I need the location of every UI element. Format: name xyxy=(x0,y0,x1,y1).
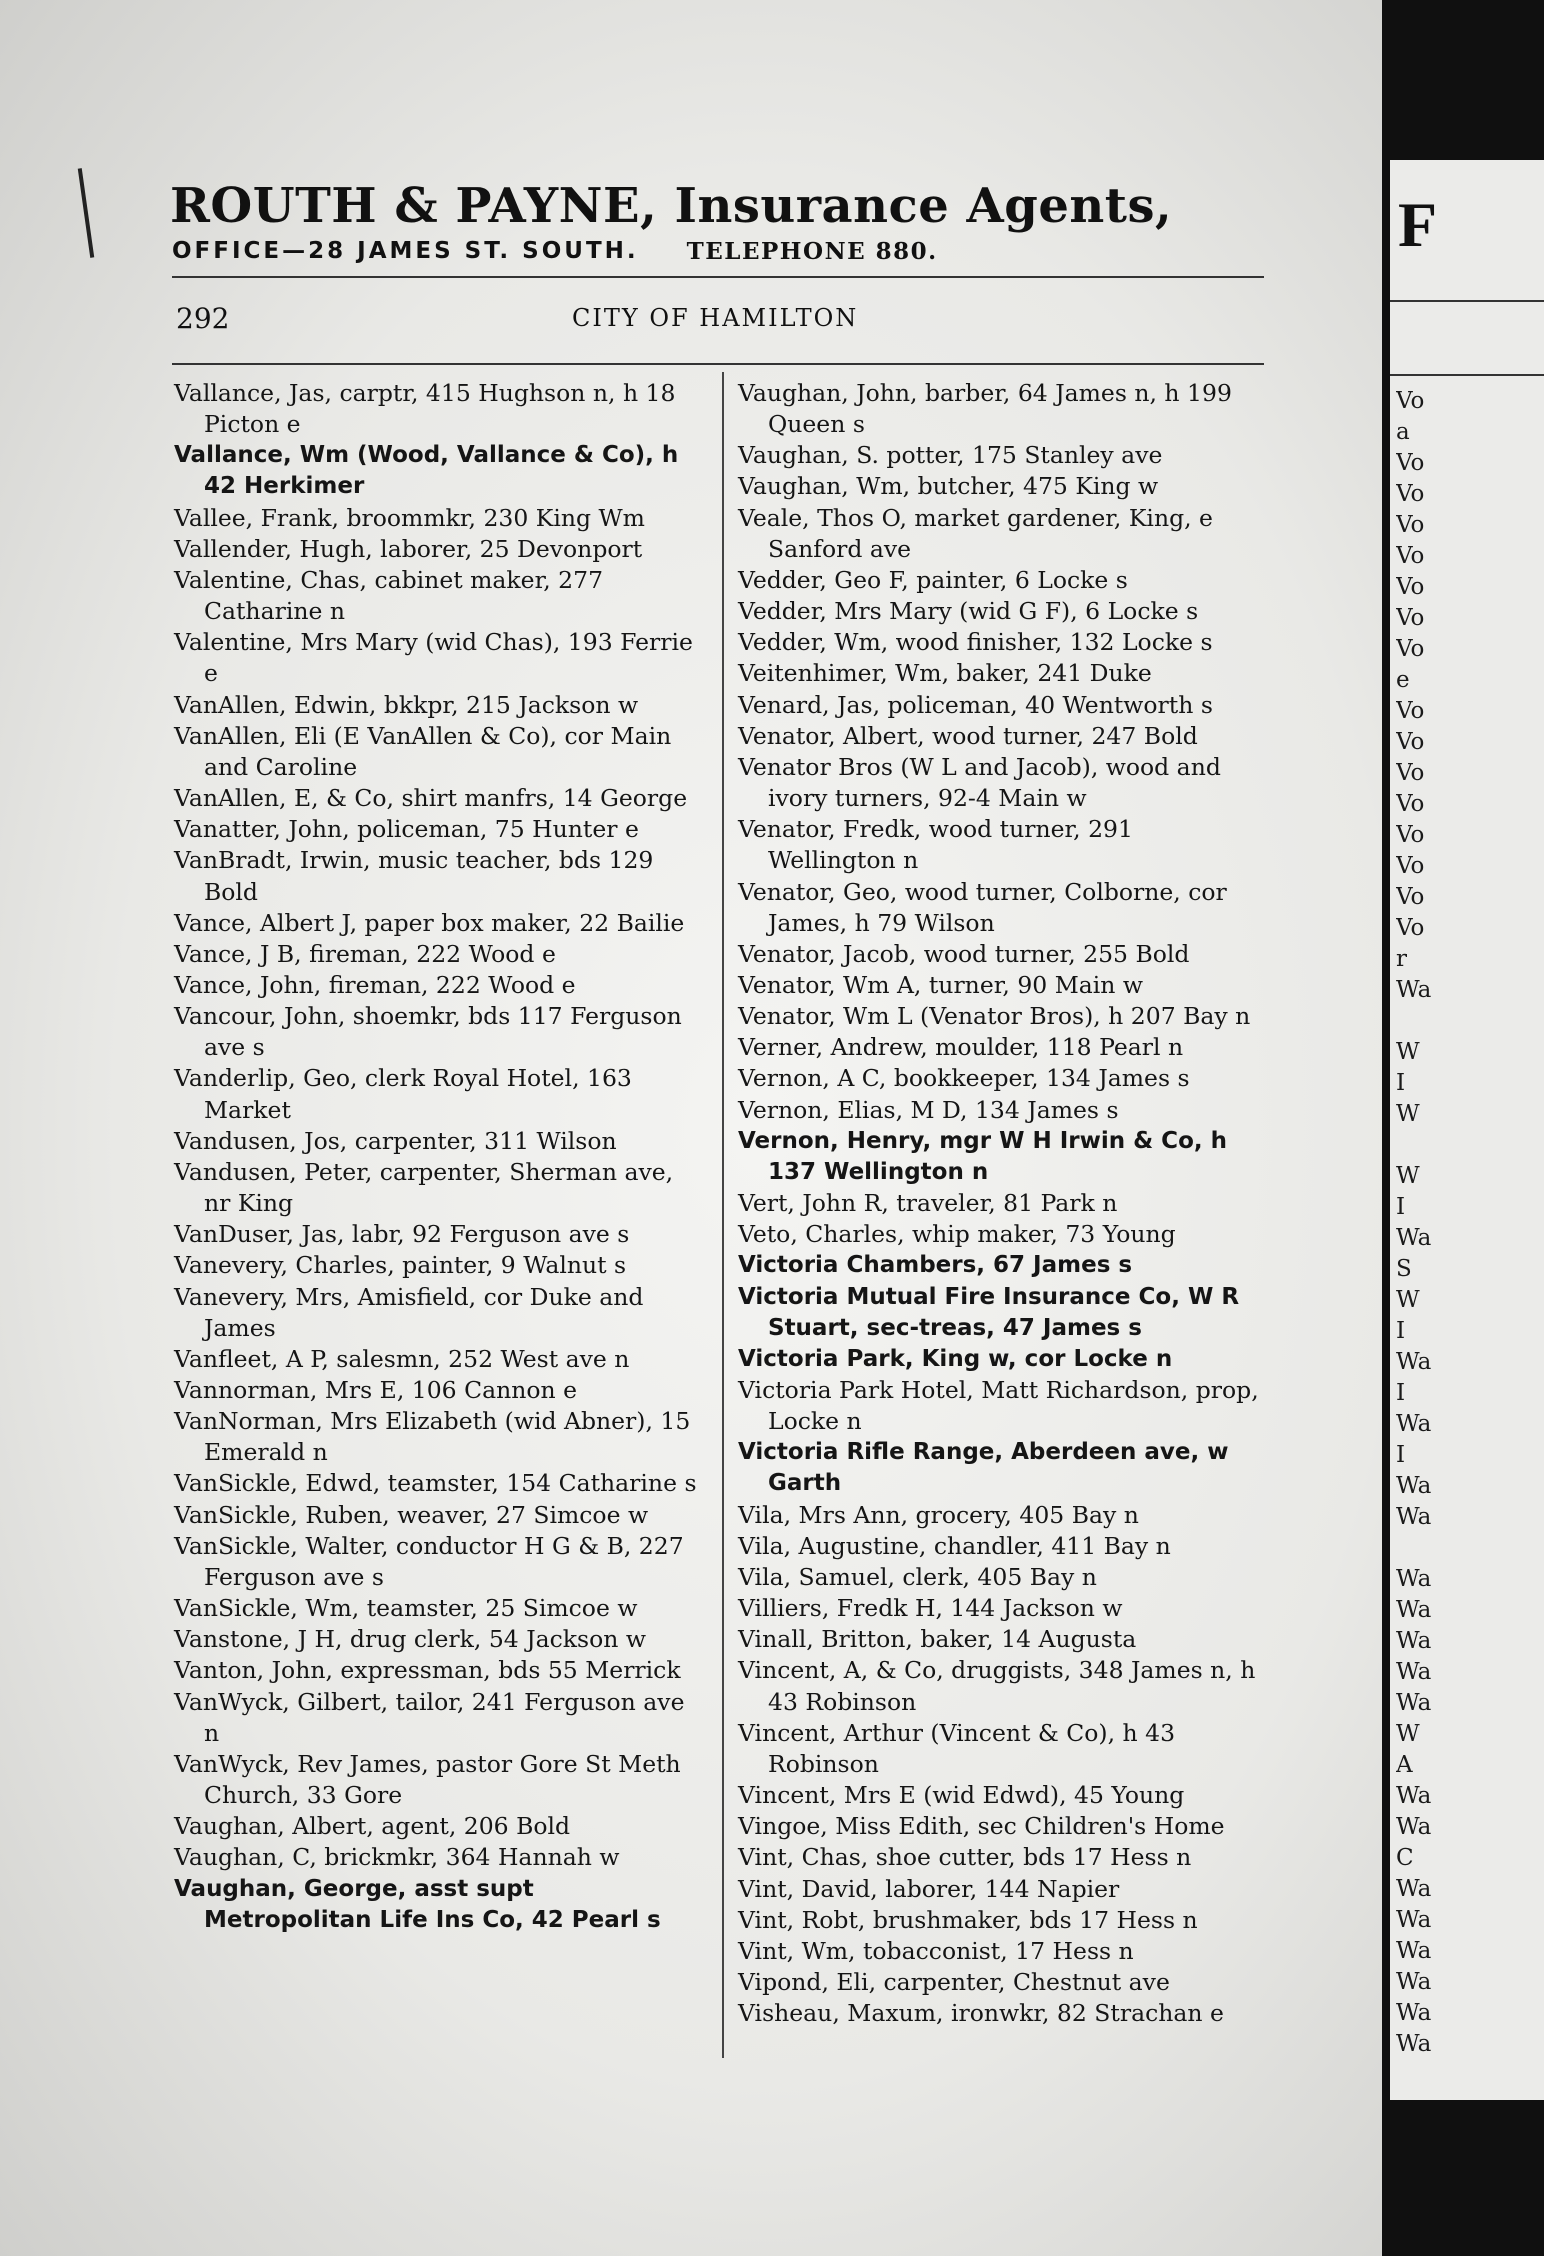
directory-entry: Vingoe, Miss Edith, sec Children's Home xyxy=(738,1812,1225,1841)
directory-entry: Vaughan, S. potter, 175 Stanley ave xyxy=(738,441,1163,470)
adjacent-page-line-stub: Vo xyxy=(1396,729,1425,755)
directory-entry: Vance, Albert J, paper box maker, 22 Bailie xyxy=(174,908,685,937)
directory-entry: Vila, Augustine, chandler, 411 Bay n xyxy=(738,1531,1171,1560)
column-divider xyxy=(722,372,724,2058)
directory-entry: Vanfleet, A P, salesmn, 252 West ave n xyxy=(174,1344,630,1373)
adjacent-page-line-stub: Vo xyxy=(1396,760,1425,786)
adjacent-page-line-stub: Vo xyxy=(1396,512,1425,538)
adjacent-page-line-stub: I xyxy=(1396,1442,1406,1468)
directory-entry: Vanatter, John, policeman, 75 Hunter e xyxy=(174,815,639,844)
adjacent-page-line-stub: Wa xyxy=(1396,1938,1432,1964)
directory-entry: VanAllen, E, & Co, shirt manfrs, 14 George xyxy=(174,784,688,813)
directory-entry: Vila, Samuel, clerk, 405 Bay n xyxy=(738,1562,1097,1591)
directory-entry: Vincent, Mrs E (wid Edwd), 45 Young xyxy=(738,1781,1185,1810)
adjacent-page-line-stub: e xyxy=(1396,667,1410,693)
adjacent-page-line-stub xyxy=(1396,1533,1544,1564)
directory-entry: Vedder, Wm, wood finisher, 132 Locke s xyxy=(738,628,1213,657)
directory-entry: Visheau, Maxum, ironwkr, 82 Strachan e xyxy=(738,1999,1224,2028)
directory-entry: Vaughan, Wm, butcher, 475 King w xyxy=(738,472,1159,501)
directory-entry: Veitenhimer, Wm, baker, 241 Duke xyxy=(738,659,1152,688)
body-rule xyxy=(172,363,1264,365)
advertisement-address-line xyxy=(172,238,1272,265)
directory-entry: Vila, Mrs Ann, grocery, 405 Bay n xyxy=(738,1500,1139,1529)
directory-entry: VanSickle, Wm, teamster, 25 Simcoe w xyxy=(174,1594,638,1623)
adjacent-page-line-stub: Vo xyxy=(1396,915,1425,941)
directory-entry: Villiers, Fredk H, 144 Jackson w xyxy=(738,1594,1123,1623)
adjacent-page-line-stub: Wa xyxy=(1396,1876,1432,1902)
directory-entry: Victoria Mutual Fire Insurance Co, W R Stuart, sec-treas, 47 James s xyxy=(738,1283,1240,1341)
directory-entry: Venator, Wm L (Venator Bros), h 207 Bay n xyxy=(738,1002,1251,1031)
adjacent-page-line-stub: Wa xyxy=(1396,977,1432,1003)
directory-entry: Venator, Geo, wood turner, Colborne, cor James, h 79 Wilson xyxy=(738,877,1227,937)
directory-entry: Vint, Wm, tobacconist, 17 Hess n xyxy=(738,1936,1134,1965)
directory-entry: VanAllen, Eli (E VanAllen & Co), cor Main and Caroline xyxy=(174,721,672,781)
adjacent-page-line-stub: W xyxy=(1396,1721,1420,1747)
adjacent-page-line-stub: Vo xyxy=(1396,574,1425,600)
directory-entry: Vanevery, Charles, painter, 9 Walnut s xyxy=(174,1251,627,1280)
directory-entry: Vannorman, Mrs E, 106 Cannon e xyxy=(174,1376,578,1404)
adjacent-page-line-stub: Wa xyxy=(1396,1969,1432,1995)
directory-entry: Vincent, A, & Co, druggists, 348 James n, h 43 Robinson xyxy=(738,1656,1256,1716)
directory-entry: VanSickle, Edwd, teamster, 154 Catharine s xyxy=(174,1469,697,1498)
adjacent-page-line-stub: Wa xyxy=(1396,1597,1432,1623)
directory-entry: Vaughan, C, brickmkr, 364 Hannah w xyxy=(174,1843,620,1872)
adjacent-page-line-stub: I xyxy=(1396,1318,1406,1344)
adjacent-page-line-stub: Vo xyxy=(1396,388,1425,414)
adjacent-page-line-stub: Wa xyxy=(1396,1473,1432,1499)
directory-entry: Venator, Fredk, wood turner, 291 Wellington n xyxy=(738,815,1133,875)
directory-entry: Vedder, Mrs Mary (wid G F), 6 Locke s xyxy=(738,597,1199,626)
directory-entry: Venator, Wm A, turner, 90 Main w xyxy=(738,970,1143,999)
directory-entry: Veale, Thos O, market gardener, King, e Sanford ave xyxy=(738,503,1213,563)
adjacent-page-line-stub: Wa xyxy=(1396,2031,1432,2057)
directory-entry: Vernon, Henry, mgr W H Irwin & Co, h 137 Wellington n xyxy=(738,1127,1227,1185)
advertisement-telephone: TELEPHONE 880. xyxy=(686,238,938,265)
directory-entry: Victoria Park, King w, cor Locke n xyxy=(738,1345,1173,1372)
directory-entry: Vinall, Britton, baker, 14 Augusta xyxy=(738,1625,1137,1654)
adjacent-page-edge xyxy=(1382,0,1544,2256)
adjacent-page-line-stub: Wa xyxy=(1396,1411,1432,1437)
adjacent-page-line-stub: Vo xyxy=(1396,605,1425,631)
advertisement-title: ROUTH & PAYNE, Insurance Agents, xyxy=(170,178,1173,234)
directory-entry: Valentine, Chas, cabinet maker, 277 Catharine n xyxy=(174,565,604,626)
adjacent-page-line-stub: Wa xyxy=(1396,1907,1432,1933)
adjacent-page-line-stub: Vo xyxy=(1396,636,1425,662)
directory-entry: Vernon, A C, bookkeeper, 134 James s xyxy=(738,1064,1190,1093)
directory-entry: Vipond, Eli, carpenter, Chestnut ave xyxy=(738,1967,1170,1996)
adjacent-page-line-stub xyxy=(1396,1130,1544,1161)
directory-entry: Valentine, Mrs Mary (wid Chas), 193 Ferrie e xyxy=(174,628,693,688)
adjacent-page-line-stub: Vo xyxy=(1396,791,1425,817)
margin-pencil-mark xyxy=(78,168,94,258)
adjacent-page-line-stub: Wa xyxy=(1396,1225,1432,1251)
right-column xyxy=(738,378,1260,2029)
adjacent-page-line-stub: Wa xyxy=(1396,1690,1432,1716)
directory-entry: Vint, Robt, brushmaker, bds 17 Hess n xyxy=(738,1905,1198,1934)
adjacent-page-line-stub: Vo xyxy=(1396,698,1425,724)
directory-entry: Vallender, Hugh, laborer, 25 Devonport xyxy=(174,534,643,563)
directory-entry: VanWyck, Rev James, pastor Gore St Meth Church, 33 Gore xyxy=(174,1749,681,1810)
adjacent-page-line-stub: Vo xyxy=(1396,543,1425,569)
directory-entry: VanAllen, Edwin, bkkpr, 215 Jackson w xyxy=(174,690,639,719)
adjacent-page-line-stub xyxy=(1396,1006,1544,1037)
directory-entry: Veto, Charles, whip maker, 73 Young xyxy=(738,1220,1176,1249)
directory-entry: Vancour, John, shoemkr, bds 117 Ferguson ave s xyxy=(174,1002,682,1062)
directory-entry: Vert, John R, traveler, 81 Park n xyxy=(738,1189,1118,1218)
running-head: CITY OF HAMILTON xyxy=(572,304,859,332)
directory-entry: Vernon, Elias, M D, 134 James s xyxy=(738,1095,1119,1124)
directory-entry: VanBradt, Irwin, music teacher, bds 129 Bold xyxy=(174,846,654,906)
adjacent-page-line-stub: Vo xyxy=(1396,884,1425,910)
directory-entry: Vance, J B, fireman, 222 Wood e xyxy=(174,939,556,968)
directory-entry: Verner, Andrew, moulder, 118 Pearl n xyxy=(738,1033,1184,1062)
header-rule xyxy=(172,276,1264,278)
directory-entry: Venator, Jacob, wood turner, 255 Bold xyxy=(738,939,1190,968)
adjacent-page-line-stub: r xyxy=(1396,946,1407,972)
adjacent-page-line-stub: Wa xyxy=(1396,2000,1432,2026)
directory-entry: VanWyck, Gilbert, tailor, 241 Ferguson ave n xyxy=(174,1687,685,1747)
adjacent-page-rule xyxy=(1390,300,1544,302)
adjacent-page-line-stub: Vo xyxy=(1396,853,1425,879)
adjacent-page-header-letter: F xyxy=(1398,189,1438,260)
directory-entry: Vaughan, John, barber, 64 James n, h 199 Queen s xyxy=(738,379,1232,439)
directory-entry: Victoria Rifle Range, Aberdeen ave, w Garth xyxy=(738,1439,1229,1497)
adjacent-page-line-stub: Wa xyxy=(1396,1349,1432,1375)
adjacent-page-line-stub: A xyxy=(1396,1752,1413,1778)
directory-entry: VanSickle, Ruben, weaver, 27 Simcoe w xyxy=(174,1500,649,1529)
adjacent-page-lines xyxy=(1396,386,1544,2060)
adjacent-page-line-stub: a xyxy=(1396,419,1410,445)
adjacent-page-sheet xyxy=(1390,160,1544,2100)
adjacent-page-rule xyxy=(1390,374,1544,376)
directory-entry: Victoria Park Hotel, Matt Richardson, prop, Locke n xyxy=(738,1376,1259,1436)
directory-entry: VanDuser, Jas, labr, 92 Ferguson ave s xyxy=(174,1220,630,1249)
adjacent-page-line-stub: Wa xyxy=(1396,1814,1432,1840)
directory-entry: Vint, David, laborer, 144 Napier xyxy=(738,1874,1120,1903)
directory-entry: Venard, Jas, policeman, 40 Wentworth s xyxy=(738,690,1213,719)
directory-entry: Venator Bros (W L and Jacob), wood and ivory turners, 92-4 Main w xyxy=(738,752,1221,813)
directory-entry: Vincent, Arthur (Vincent & Co), h 43 Robinson xyxy=(738,1718,1176,1778)
adjacent-page-line-stub: Wa xyxy=(1396,1566,1432,1592)
directory-entry: VanSickle, Walter, conductor H G & B, 227 Ferguson ave s xyxy=(174,1531,684,1591)
directory-entry: Vaughan, Albert, agent, 206 Bold xyxy=(174,1812,571,1841)
adjacent-page-line-stub: Vo xyxy=(1396,822,1425,848)
directory-entry: Vallee, Frank, broommkr, 230 King Wm xyxy=(174,503,645,532)
adjacent-page-line-stub: Wa xyxy=(1396,1504,1432,1530)
directory-entry: Vanton, John, expressman, bds 55 Merrick xyxy=(174,1656,681,1685)
adjacent-page-line-stub: Wa xyxy=(1396,1628,1432,1654)
directory-entry: Vallance, Wm (Wood, Vallance & Co), h 42 Herkimer xyxy=(174,442,679,500)
directory-entry: Vanstone, J H, drug clerk, 54 Jackson w xyxy=(174,1625,646,1654)
adjacent-page-line-stub: I xyxy=(1396,1194,1406,1220)
adjacent-page-line-stub: I xyxy=(1396,1380,1406,1406)
adjacent-page-line-stub: Vo xyxy=(1396,481,1425,507)
directory-entry: Vanevery, Mrs, Amisfield, cor Duke and James xyxy=(174,1282,644,1342)
adjacent-page-line-stub: W xyxy=(1396,1039,1420,1065)
directory-entry: Vallance, Jas, carptr, 415 Hughson n, h 18 Picton e xyxy=(174,379,676,439)
adjacent-page-line-stub: W xyxy=(1396,1101,1420,1127)
directory-entry: Vance, John, fireman, 222 Wood e xyxy=(174,970,576,999)
adjacent-page-line-stub: Vo xyxy=(1396,450,1425,476)
directory-entry: Vandusen, Jos, carpenter, 311 Wilson xyxy=(174,1126,617,1155)
directory-entry: VanNorman, Mrs Elizabeth (wid Abner), 15 Emerald n xyxy=(174,1407,691,1467)
directory-entry: Vandusen, Peter, carpenter, Sherman ave, nr King xyxy=(174,1157,674,1218)
advertisement-address: OFFICE—28 JAMES ST. SOUTH. xyxy=(172,238,639,264)
directory-entry: Vanderlip, Geo, clerk Royal Hotel, 163 Market xyxy=(174,1064,632,1124)
directory-entry: Victoria Chambers, 67 James s xyxy=(738,1252,1133,1279)
page-number: 292 xyxy=(176,302,230,335)
adjacent-page-line-stub: Wa xyxy=(1396,1659,1432,1685)
adjacent-page-line-stub: C xyxy=(1396,1845,1414,1871)
adjacent-page-line-stub: Wa xyxy=(1396,1783,1432,1809)
directory-entry: Vaughan, George, asst supt Metropolitan Life Ins Co, 42 Pearl s xyxy=(174,1875,661,1933)
directory-entry: Vint, Chas, shoe cutter, bds 17 Hess n xyxy=(738,1843,1192,1872)
directory-entry: Vedder, Geo F, painter, 6 Locke s xyxy=(738,565,1128,594)
left-column xyxy=(174,378,702,1936)
adjacent-page-line-stub: S xyxy=(1396,1256,1412,1282)
adjacent-page-line-stub: W xyxy=(1396,1287,1420,1313)
adjacent-page-line-stub: W xyxy=(1396,1163,1420,1189)
directory-entry: Venator, Albert, wood turner, 247 Bold xyxy=(738,721,1198,750)
adjacent-page-line-stub: I xyxy=(1396,1070,1406,1096)
